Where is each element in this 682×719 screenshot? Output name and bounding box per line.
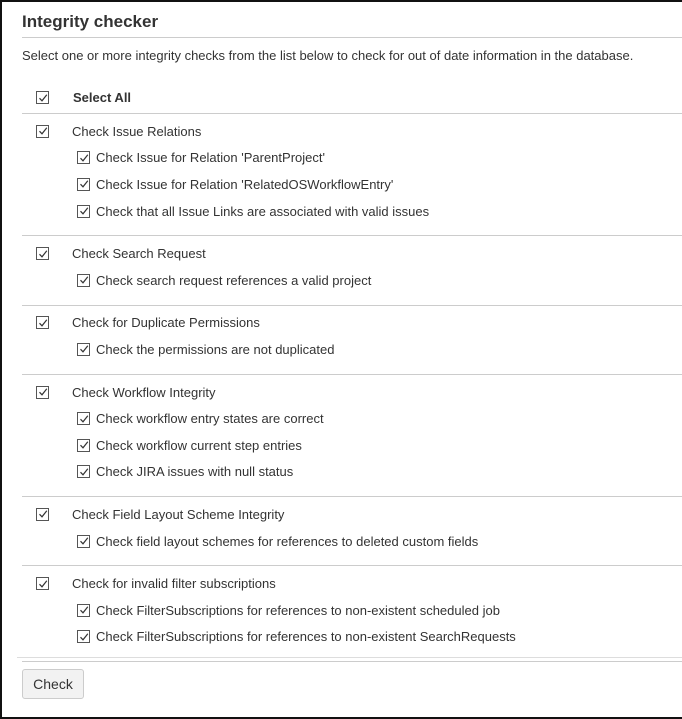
check-group [22, 236, 682, 305]
check-group [22, 566, 682, 662]
check-checkbox[interactable] [77, 535, 90, 548]
check-label: Check the permissions are not duplicated [96, 341, 335, 357]
group-checkbox[interactable] [36, 508, 49, 521]
group-checkbox[interactable] [36, 577, 49, 590]
check-checkbox[interactable] [77, 630, 90, 643]
checkmark-icon [79, 440, 89, 450]
check-row[interactable] [22, 597, 682, 624]
group-checkbox[interactable] [36, 316, 49, 329]
check-button[interactable]: Check [22, 669, 84, 699]
check-row[interactable] [22, 405, 682, 432]
group-label: Check Field Layout Scheme Integrity [72, 506, 285, 522]
check-label: Check search request references a valid project [96, 272, 372, 288]
check-checkbox[interactable] [77, 151, 90, 164]
checkmark-icon [38, 509, 48, 519]
check-row[interactable] [22, 459, 682, 486]
check-checkbox[interactable] [77, 412, 90, 425]
check-label: Check workflow entry states are correct [96, 411, 324, 427]
check-row[interactable] [22, 198, 682, 225]
checkmark-icon [79, 605, 89, 615]
divider [17, 657, 682, 658]
checkmark-icon [79, 344, 89, 354]
checkmark-icon [38, 249, 48, 259]
check-label: Check field layout schemes for references to deleted custom fields [96, 533, 479, 549]
checkmark-icon [38, 93, 48, 103]
group-row[interactable] [22, 310, 682, 337]
check-checkbox[interactable] [77, 604, 90, 617]
group-label: Check Search Request [72, 246, 206, 262]
check-checkbox[interactable] [77, 178, 90, 191]
group-label: Check for invalid filter subscriptions [72, 576, 276, 592]
checkmark-icon [79, 414, 89, 424]
checkmark-icon [79, 536, 89, 546]
page-title: Integrity checker [22, 12, 682, 38]
group-row[interactable] [22, 118, 682, 145]
checkmark-icon [79, 179, 89, 189]
check-checkbox[interactable] [77, 205, 90, 218]
select-all-checkbox[interactable] [36, 91, 49, 104]
check-list [22, 82, 682, 662]
check-label: Check FilterSubscriptions for references to non-existent scheduled job [96, 602, 500, 618]
group-row[interactable] [22, 570, 682, 597]
check-checkbox[interactable] [77, 439, 90, 452]
group-label: Check Issue Relations [72, 123, 202, 139]
check-group [22, 114, 682, 236]
check-label: Check FilterSubscriptions for references to non-existent SearchRequests [96, 629, 516, 645]
check-row[interactable] [22, 267, 682, 294]
checkmark-icon [38, 318, 48, 328]
checkmark-icon [79, 206, 89, 216]
group-row[interactable] [22, 240, 682, 267]
checkmark-icon [79, 467, 89, 477]
check-row[interactable] [22, 432, 682, 459]
checkmark-icon [38, 126, 48, 136]
group-row[interactable] [22, 379, 682, 406]
group-checkbox[interactable] [36, 125, 49, 138]
checkmark-icon [79, 275, 89, 285]
description: Select one or more integrity checks from the list below to check for out of date information in the database. [22, 48, 634, 63]
group-checkbox[interactable] [36, 247, 49, 260]
check-group [22, 375, 682, 497]
check-row[interactable] [22, 171, 682, 198]
checkmark-icon [79, 153, 89, 163]
select-all-row[interactable] [22, 82, 682, 114]
check-row[interactable] [22, 145, 682, 172]
checkmark-icon [79, 632, 89, 642]
group-checkbox[interactable] [36, 386, 49, 399]
checkmark-icon [38, 579, 48, 589]
check-label: Check Issue for Relation 'ParentProject' [96, 150, 325, 166]
check-checkbox[interactable] [77, 465, 90, 478]
checkmark-icon [38, 387, 48, 397]
check-row[interactable] [22, 528, 682, 555]
check-checkbox[interactable] [77, 274, 90, 287]
group-label: Check for Duplicate Permissions [72, 315, 260, 331]
check-checkbox[interactable] [77, 343, 90, 356]
check-row[interactable] [22, 624, 682, 651]
check-group [22, 497, 682, 566]
select-all-label: Select All [73, 90, 132, 105]
check-group [22, 306, 682, 375]
group-label: Check Workflow Integrity [72, 384, 216, 400]
check-row[interactable] [22, 336, 682, 363]
check-label: Check JIRA issues with null status [96, 464, 294, 480]
group-row[interactable] [22, 501, 682, 528]
check-label: Check that all Issue Links are associated with valid issues [96, 203, 430, 219]
check-label: Check workflow current step entries [96, 437, 302, 453]
check-label: Check Issue for Relation 'RelatedOSWorkflowEntry' [96, 176, 394, 192]
